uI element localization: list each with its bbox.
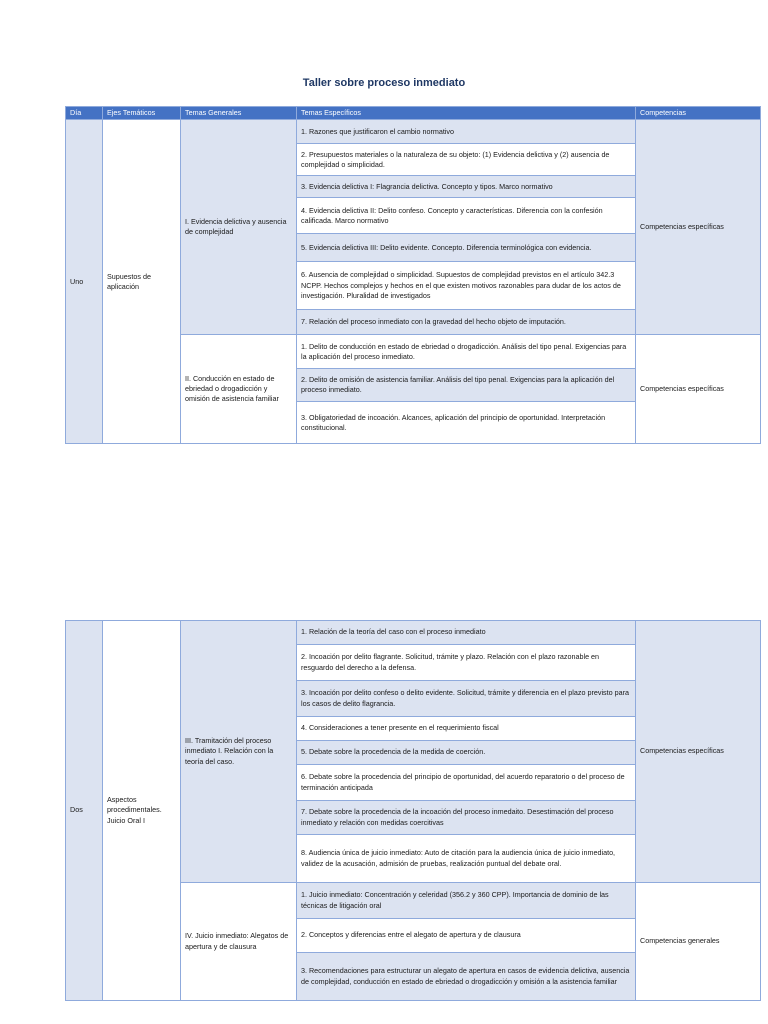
specific-cell: 7. Debate sobre la procedencia de la incoación del proceso inmedaito. Desestimación del proceso inmediato y relación con medidas coercitivas — [297, 801, 636, 835]
header-generales: Temas Generales — [181, 107, 297, 120]
general-cell: IV. Juicio inmediato: Alegatos de apertura y de clausura — [181, 883, 297, 1001]
day-two-table — [65, 620, 761, 1001]
competencia-cell: Competencias específicas — [636, 120, 761, 335]
day-one-table — [65, 106, 761, 444]
specific-cell: 1. Razones que justificaron el cambio normativo — [297, 120, 636, 144]
specific-cell: 1. Relación de la teoría del caso con el proceso inmediato — [297, 621, 636, 645]
day-cell: Uno — [66, 120, 103, 444]
specific-cell: 3. Recomendaciones para estructurar un alegato de apertura en casos de evidencia delictiva, ausencia de complejidad, conducción en estado de ebriedad o drogadicción y omisión a la asistencia familiar — [297, 953, 636, 1001]
specific-cell: 2. Incoación por delito flagrante. Solicitud, trámite y plazo. Relación con el plazo razonable en resguardo del derecho a la defensa. — [297, 645, 636, 681]
header-competencias: Competencias — [636, 107, 761, 120]
specific-cell: 5. Debate sobre la procedencia de la medida de coerción. — [297, 741, 636, 765]
specific-cell: 7. Relación del proceso inmediato con la gravedad del hecho objeto de imputación. — [297, 310, 636, 335]
specific-cell: 3. Evidencia delictiva I: Flagrancia delictiva. Concepto y tipos. Marco normativo — [297, 176, 636, 198]
specific-cell: 6. Debate sobre la procedencia del principio de oportunidad, del acuerdo reparatorio o del proceso de terminación anticipada — [297, 765, 636, 801]
header-row — [66, 107, 761, 120]
eje-cell: Supuestos de aplicación — [103, 120, 181, 444]
table-row — [66, 621, 761, 645]
general-cell: III. Tramitación del proceso inmediato I. Relación con la teoría del caso. — [181, 621, 297, 883]
specific-cell: 6. Ausencia de complejidad o simplicidad. Supuestos de complejidad previstos en el artículo 342.3 NCPP. Hechos complejos y hechos en el que existen motivos razonables para dudar de los actos de investigación. Pluralidad de investigados — [297, 262, 636, 310]
competencia-cell: Competencias específicas — [636, 621, 761, 883]
eje-cell: Aspectos procedimentales. Juicio Oral I — [103, 621, 181, 1001]
general-cell: I. Evidencia delictiva y ausencia de complejidad — [181, 120, 297, 335]
specific-cell: 5. Evidencia delictiva III: Delito evidente. Concepto. Diferencia terminológica con evidencia. — [297, 234, 636, 262]
specific-cell: 2. Delito de omisión de asistencia familiar. Análisis del tipo penal. Exigencias para la aplicación del proceso inmediato. — [297, 369, 636, 402]
specific-cell: 4. Evidencia delictiva II: Delito confeso. Concepto y características. Diferencia con la confesión calificada. Marco normativo — [297, 198, 636, 234]
header-ejes: Ejes Temáticos — [103, 107, 181, 120]
header-dia: Día — [66, 107, 103, 120]
specific-cell: 3. Obligatoriedad de incoación. Alcances, aplicación del principio de oportunidad. Interpretación constitucional. — [297, 402, 636, 444]
general-cell: II. Conducción en estado de ebriedad o drogadicción y omisión de asistencia familiar — [181, 335, 297, 444]
specific-cell: 3. Incoación por delito confeso o delito evidente. Solicitud, trámite y diferencia en el plazo previsto para los casos de delito flagrancia. — [297, 681, 636, 717]
day-cell: Dos — [66, 621, 103, 1001]
header-especificos: Temas Específicos — [297, 107, 636, 120]
specific-cell: 2. Presupuestos materiales o la naturaleza de su objeto: (1) Evidencia delictiva y (2) ausencia de complejidad o simplicidad. — [297, 144, 636, 176]
specific-cell: 2. Conceptos y diferencias entre el alegato de apertura y de clausura — [297, 919, 636, 953]
specific-cell: 1. Delito de conducción en estado de ebriedad o drogadicción. Análisis del tipo penal. Exigencias para la aplicación del proceso inmediato. — [297, 335, 636, 369]
specific-cell: 1. Juicio inmediato: Concentración y celeridad (356.2 y 360 CPP). Importancia de dominio de las técnicas de litigación oral — [297, 883, 636, 919]
competencia-cell: Competencias específicas — [636, 335, 761, 444]
document-title: Taller sobre proceso inmediato — [302, 77, 466, 89]
specific-cell: 8. Audiencia única de juicio inmediato: Auto de citación para la audiencia única de juicio inmediato, validez de la acusación, admisión de pruebas, realización puntual del debate oral. — [297, 835, 636, 883]
table-row — [66, 120, 761, 144]
specific-cell: 4. Consideraciones a tener presente en el requerimiento fiscal — [297, 717, 636, 741]
competencia-cell: Competencias generales — [636, 883, 761, 1001]
